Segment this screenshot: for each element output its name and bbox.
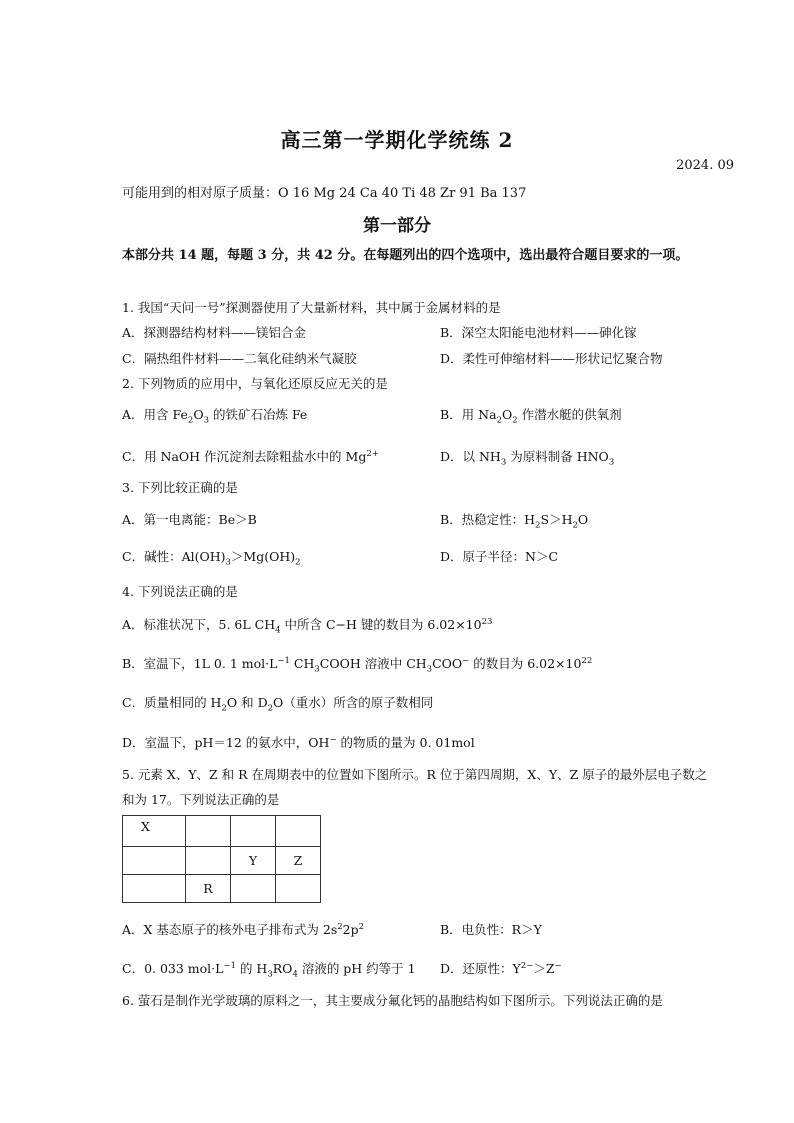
question-6-stem: 6. 萤石是制作光学玻璃的原料之一，其主要成分氟化钙的晶胞结构如下图所示。下列说法正确的是 <box>122 993 663 1008</box>
table-cell: X <box>123 816 186 847</box>
table-cell: R <box>186 875 231 903</box>
question-4-option-b: B．室温下，1L 0. 1 $mol\cdot L^{-1}$ $CH_3COOH$ 溶液中 $CH_3COO^-$ 的数目为 $6.02\times 10^{22}$ <box>122 655 593 675</box>
question-1-option-d: D．柔性可伸缩材料——形状记忆聚合物 <box>440 351 663 366</box>
table-cell <box>186 847 231 875</box>
question-4-option-c: C．质量相同的 $H_2O$ 和 $D_2O$（重水）所含的原子数相同 <box>122 695 434 714</box>
question-1-option-c: C．隔热组件材料——二氧化硅纳米气凝胶 <box>122 351 357 366</box>
question-3-option-c: C．碱性：$Al(OH)_3>Mg(OH)_2$ <box>122 549 301 568</box>
page-title: 高三第一学期化学统练 2 <box>280 128 514 152</box>
section-title: 第一部分 <box>363 216 431 236</box>
question-5-stem-line2: 和为 17。下列说法正确的是 <box>122 792 280 807</box>
table-cell <box>231 875 276 903</box>
question-5-option-b: B．电负性：R＞Y <box>440 922 542 937</box>
question-5-option-c: C．0. 033 $mol\cdot L^{-1}$ 的 $H_3RO_4$ 溶液的 pH 约等于 1 <box>122 960 416 980</box>
question-3-stem: 3. 下列比较正确的是 <box>122 480 238 495</box>
question-1-option-a: A．探测器结构材料——镁铝合金 <box>122 325 307 340</box>
section-instructions: 本部分共 14 题，每题 3 分，共 42 分。在每题列出的四个选项中，选出最符合题目要求的一项。 <box>122 248 689 263</box>
exam-date: 2024. 09 <box>676 158 734 173</box>
question-2-option-b: B．用 $Na_2O_2$ 作潜水艇的供氧剂 <box>440 407 622 426</box>
question-2-option-d: D．以 $NH_3$ 为原料制备 $HNO_3$ <box>440 449 615 468</box>
question-3-option-a: A．第一电离能：Be＞B <box>122 512 257 527</box>
question-4-option-d: D．室温下，pH＝12 的氨水中，OH− 的物质的量为 0. 01mol <box>122 734 475 750</box>
question-5-stem-line1: 5. 元素 X、Y、Z 和 R 在周期表中的位置如下图所示。R 位于第四周期，X、Y、Z 原子的最外层电子数之 <box>122 767 708 782</box>
question-1-stem: 1. 我国“天问一号”探测器使用了大量新材料，其中属于金属材料的是 <box>122 300 501 315</box>
question-4-stem: 4. 下列说法正确的是 <box>122 584 238 599</box>
periodic-table-fragment <box>122 815 321 903</box>
question-5-option-a: A．X 基态原子的核外电子排布式为 $2s^22p^2$ <box>122 921 365 937</box>
table-cell <box>231 816 276 847</box>
question-3-option-d: D．原子半径：N＞C <box>440 549 559 564</box>
question-5-option-d: D．还原性：$Y^{2-}>Z^-$ <box>440 960 562 976</box>
question-2-option-a: A．用含 $Fe_2O_3$ 的铁矿石冶炼 Fe <box>122 407 308 426</box>
table-cell: Z <box>276 847 321 875</box>
table-cell <box>186 816 231 847</box>
table-cell <box>123 875 186 903</box>
table-cell <box>276 875 321 903</box>
question-1-option-b: B．深空太阳能电池材料——砷化镓 <box>440 325 637 340</box>
table-cell <box>123 847 186 875</box>
question-2-stem: 2. 下列物质的应用中，与氧化还原反应无关的是 <box>122 376 388 391</box>
question-3-option-b: B．热稳定性：$H_2S>H_2O$ <box>440 512 589 531</box>
atomic-masses: 可能用到的相对原子质量：O 16 Mg 24 Ca 40 Ti 48 Zr 91 Ba 137 <box>122 186 527 201</box>
table-cell <box>276 816 321 847</box>
question-4-option-a: A．标准状况下，5. 6L $CH_4$ 中所含 C−H 键的数目为 $6.02\times 10^{23}$ <box>122 616 493 636</box>
question-2-option-c: C．用 NaOH 作沉淀剂去除粗盐水中的 $Mg^{2+}$ <box>122 448 379 464</box>
table-cell: Y <box>231 847 276 875</box>
